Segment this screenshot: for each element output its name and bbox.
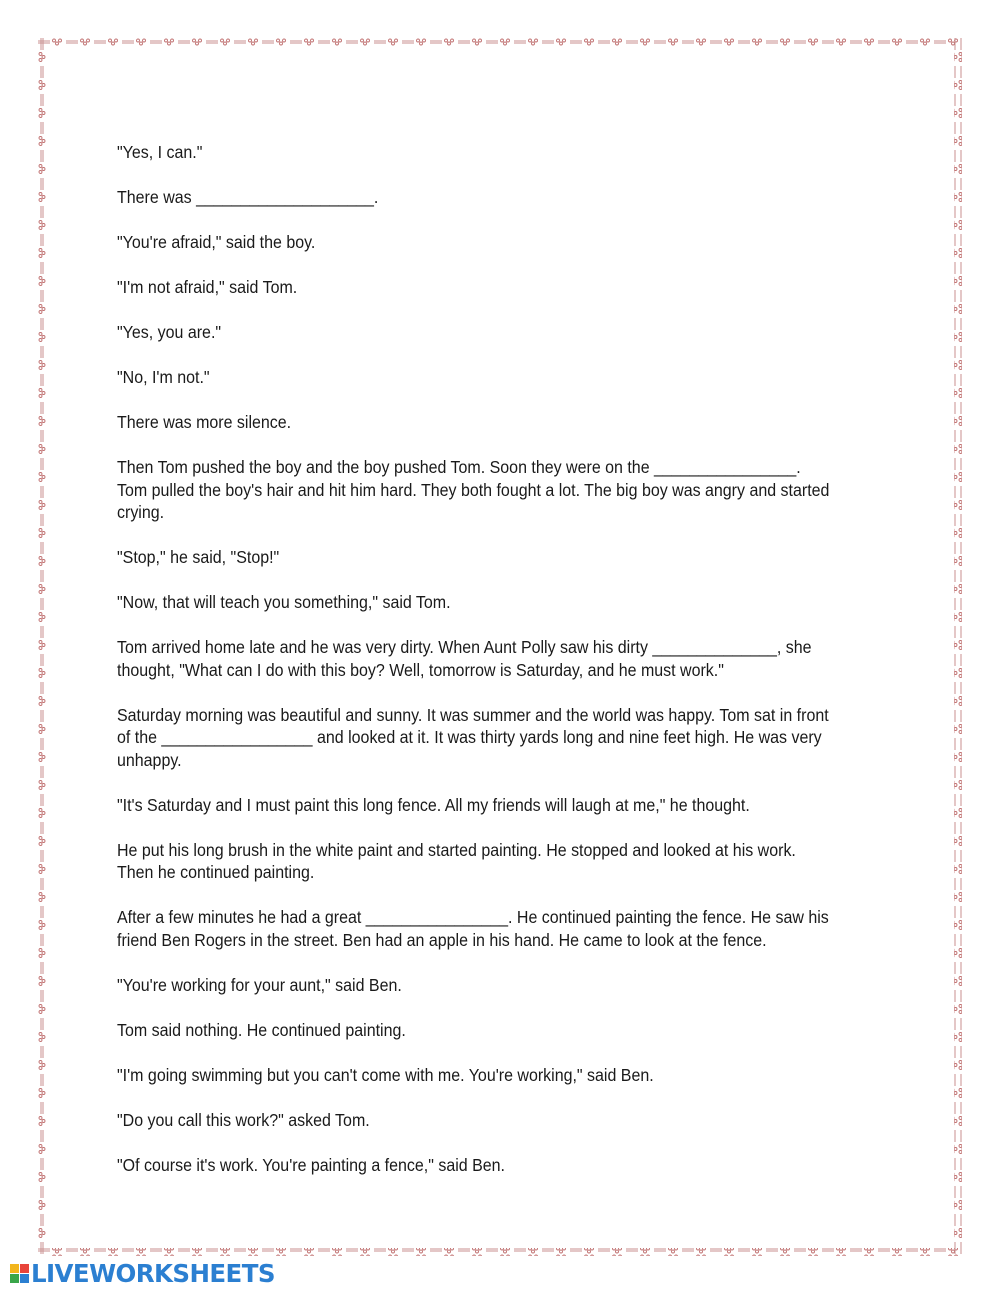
logo-mark-square	[10, 1264, 19, 1273]
liveworksheets-mark-icon	[10, 1264, 29, 1283]
paragraph-7: There was more silence.	[117, 412, 292, 432]
paragraph-1: "Yes, I can."	[117, 142, 203, 162]
paragraph-15: After a few minutes he had a great ________________. He continued painting the fence. He saw his friend Ben Rogers in the street. Ben had an apple in his hand. He came to look at the fence.	[117, 907, 834, 950]
logo-mark-square	[20, 1264, 29, 1273]
paragraph-14: He put his long brush in the white paint and started painting. He stopped and looked at his work. Then he continued painting.	[117, 839, 801, 882]
logo-mark-square	[20, 1274, 29, 1283]
paragraph-10: "Now, that will teach you something," said Tom.	[117, 592, 451, 612]
paragraph-3: "You're afraid," said the boy.	[117, 232, 316, 252]
paragraph-9: "Stop," he said, "Stop!"	[117, 547, 280, 567]
paragraph-18: "I'm going swimming but you can't come with me. You're working," said Ben.	[117, 1064, 654, 1085]
paragraph-11: Tom arrived home late and he was very dirty. When Aunt Polly saw his dirty ______________, she thought, "What can I do with this boy? Well, tomorrow is Saturday, and he must work."	[117, 637, 816, 680]
paragraph-2: There was ____________________.	[117, 187, 379, 207]
paragraph-8: Then Tom pushed the boy and the boy pushed Tom. Soon they were on the ________________. Tom pulled the boy's hair and hit him hard. They both fought a lot. The big boy was angry and started crying.	[117, 457, 834, 522]
paragraph-19: "Do you call this work?" asked Tom.	[117, 1109, 370, 1130]
paragraph-5: "Yes, you are."	[117, 322, 222, 342]
paragraph-17: Tom said nothing. He continued painting.	[117, 1019, 406, 1040]
paragraph-20: "Of course it's work. You're painting a fence," said Ben.	[117, 1154, 505, 1175]
paragraph-4: "I'm not afraid," said Tom.	[117, 277, 298, 297]
paragraph-16: "You're working for your aunt," said Ben.	[117, 974, 402, 995]
paragraph-12: Saturday morning was beautiful and sunny. It was summer and the world was happy. Tom sat in front of the _________________ and looked at it. It was thirty yards long and nine feet high. He was very unhappy.	[117, 704, 834, 770]
logo-mark-square	[10, 1274, 19, 1283]
liveworksheets-logo	[10, 1258, 280, 1288]
logo-text: LIVEWORKSHEETS	[31, 1258, 275, 1288]
paragraph-13: "It's Saturday and I must paint this long fence. All my friends will laugh at me," he thought.	[117, 794, 750, 815]
story-text	[117, 141, 833, 1199]
paragraph-6: "No, I'm not."	[117, 367, 210, 387]
